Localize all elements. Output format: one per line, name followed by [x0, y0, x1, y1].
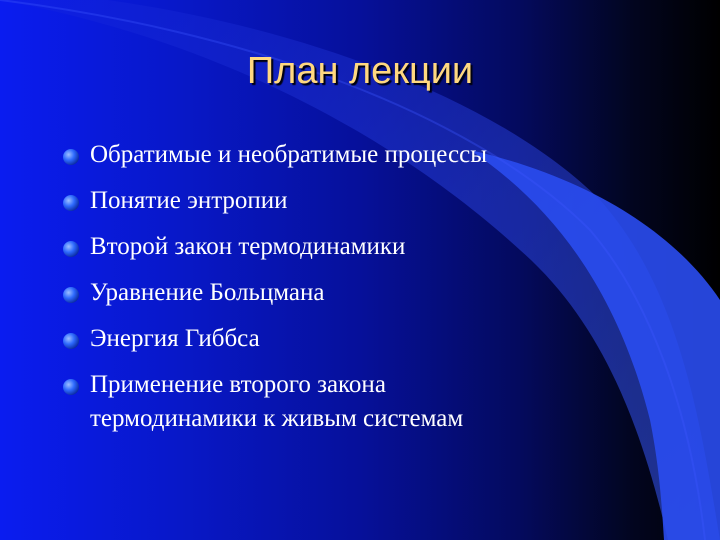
sphere-bullet-icon	[62, 286, 80, 304]
sphere-bullet-icon	[62, 240, 80, 258]
bullet-text: Энергия Гиббса	[90, 325, 260, 352]
bullet-text: Второй закон термодинамики	[90, 233, 406, 260]
bullet-text: Уравнение Больцмана	[90, 279, 325, 306]
bullet-item	[62, 230, 662, 264]
bullet-list	[62, 138, 662, 448]
bullet-text: Понятие энтропии	[90, 187, 288, 214]
bullet-item	[62, 184, 662, 218]
sphere-bullet-icon	[62, 332, 80, 350]
bullet-item	[62, 276, 662, 310]
bullet-item	[62, 138, 662, 172]
bullet-item	[62, 322, 662, 356]
sphere-bullet-icon	[62, 148, 80, 166]
bullet-item	[62, 368, 530, 436]
bullet-text: Применение второго закона термодинамики к живым системам	[90, 371, 464, 432]
sphere-bullet-icon	[62, 378, 80, 396]
bullet-text: Обратимые и необратимые процессы	[90, 141, 487, 168]
sphere-bullet-icon	[62, 194, 80, 212]
slide-title: План лекции	[246, 50, 474, 92]
